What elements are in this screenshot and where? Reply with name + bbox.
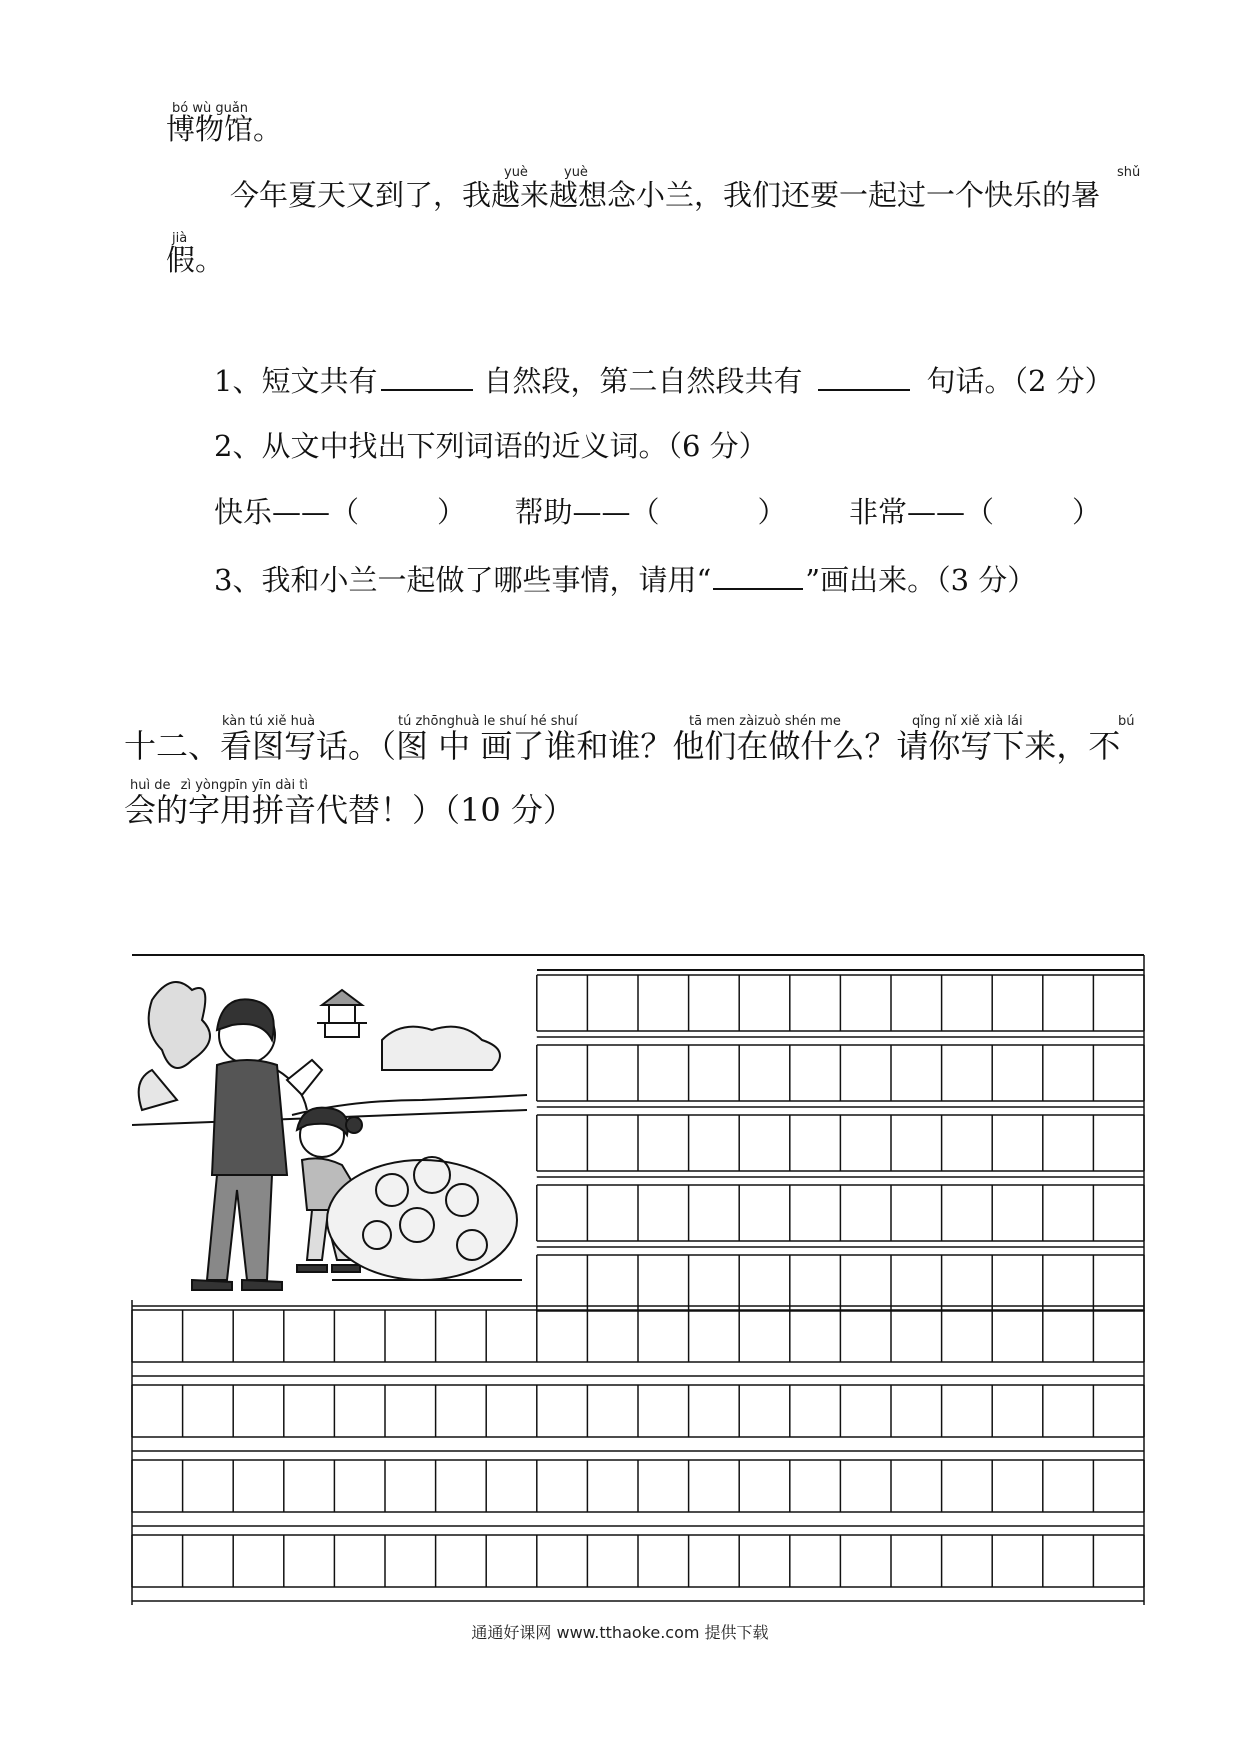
question-2: 2、从文中找出下列词语的近义词。（6 分）	[214, 429, 768, 463]
synonym-word-3: 非常——（	[848, 495, 994, 529]
section-12-title: 十二、看图写话。（图 中 画了谁和谁？他们在做什么？请你写下来，不	[124, 727, 1121, 765]
question-3-part-b: ”画出来。（3 分）	[805, 563, 1037, 597]
pinyin-tuzhong-huale: tú zhōnghuà le shuí hé shuí	[398, 714, 578, 729]
question-1-part-c: 句话。（2 分）	[926, 364, 1114, 398]
pinyin-shu: shǔ	[1117, 165, 1141, 180]
footer-source: 通通好课网 www.tthaoke.com 提供下载	[471, 1623, 769, 1642]
question-1-part-b: 自然段，第二自然段共有	[483, 364, 803, 398]
passage-line-3: 假。	[166, 243, 225, 277]
synonym-word-1: 快乐——（	[214, 495, 360, 529]
pinyin-huide-daiti: huì de zì yòngpīn yīn dài tì	[130, 778, 308, 793]
synonym-word-2: 帮助——（	[514, 495, 660, 529]
question-1-part-a: 1、短文共有	[214, 364, 378, 398]
synonym-close-1: ）	[437, 495, 467, 529]
pinyin-bowuguan: bó wù guǎn	[172, 101, 249, 116]
synonym-close-3: ）	[1071, 495, 1101, 529]
pinyin-qingni-xiexialai: qǐng nǐ xiě xià lái	[912, 714, 1023, 729]
pinyin-bu: bú	[1118, 714, 1135, 729]
synonym-close-2: ）	[757, 495, 787, 529]
pinyin-tamen-zaizuo: tā men zàizuò shén me	[689, 714, 841, 729]
question-3-part-a: 3、我和小兰一起做了哪些事情，请用“	[214, 563, 712, 597]
passage-line-2: 今年夏天又到了，我越来越想念小兰，我们还要一起过一个快乐的暑	[230, 178, 1101, 212]
section-12-line-2: 会的字用拼音代替！）（10 分）	[124, 791, 575, 829]
pinyin-yue-1: yuè	[504, 165, 528, 180]
pinyin-kantu-xiehua: kàn tú xiě huà	[222, 714, 316, 729]
pinyin-yue-2: yuè	[564, 165, 588, 180]
illustration-mother-and-girl-with-chrysanthemums	[132, 960, 532, 1305]
pinyin-jia: jià	[172, 231, 188, 246]
passage-line-1: 博物馆。	[166, 112, 283, 146]
